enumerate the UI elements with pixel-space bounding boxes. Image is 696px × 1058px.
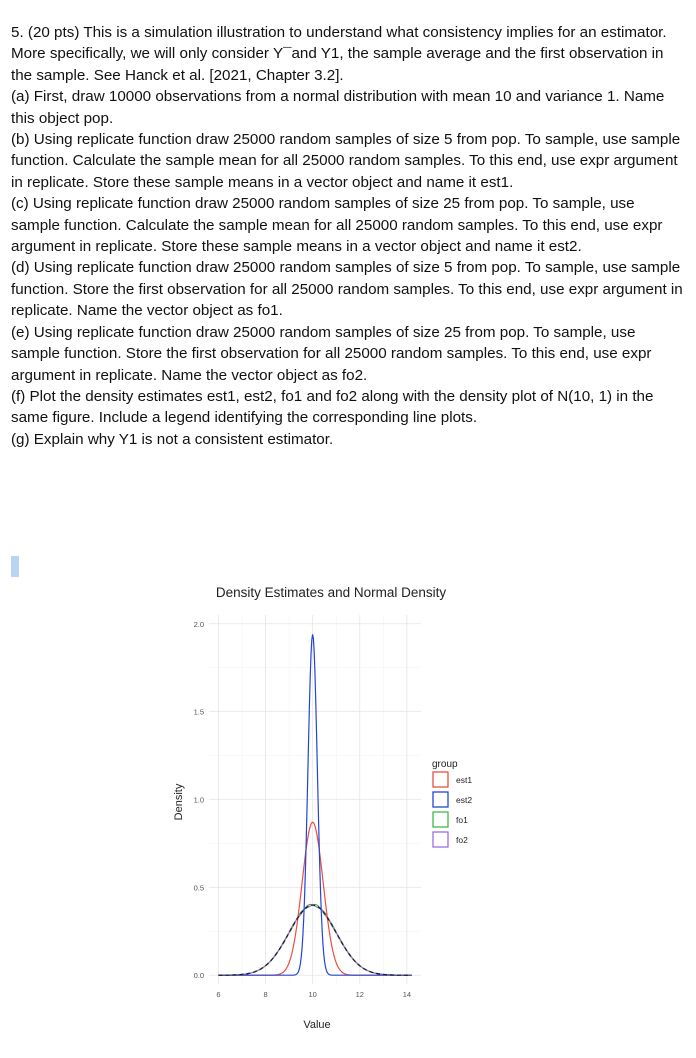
x-tick-label: 12 bbox=[355, 990, 364, 999]
legend-key-fo2 bbox=[433, 832, 448, 847]
text-cursor bbox=[11, 556, 19, 577]
y-tick-label: 0.5 bbox=[193, 883, 204, 893]
part-a: (a) First, draw 10000 observations from a normal distribution with mean 10 and variance 1. Name this object pop. bbox=[11, 88, 665, 127]
x-tick-label: 14 bbox=[402, 990, 412, 999]
part-f: (f) Plot the density estimates est1, est2, fo1 and fo2 along with the density plot of N(10, 1) in the same figure. Include a legend identifying the corresponding line plots. bbox=[11, 387, 654, 427]
question-header: 5. (20 pts) This is a simulation illustration to understand what consistency implies for an estimator. More specifically, we will only consider Y¯and Y1, the sample average and the first observation in the sample. See Hanck et al. [2021, Chapter 3.2]. bbox=[11, 24, 667, 84]
question-text bbox=[11, 22, 687, 450]
y-tick-label: 1.0 bbox=[193, 795, 204, 805]
density-figure bbox=[169, 570, 689, 1032]
y-tick-label: 1.5 bbox=[193, 707, 204, 717]
legend-label-fo1: fo1 bbox=[456, 815, 468, 825]
y-tick-label: 2.0 bbox=[193, 619, 204, 629]
x-axis-label: Value bbox=[303, 1019, 331, 1031]
legend-label-fo2: fo2 bbox=[456, 835, 468, 845]
part-g: (g) Explain why Y1 is not a consistent estimator. bbox=[11, 430, 334, 448]
legend-label-est2: est2 bbox=[456, 795, 473, 805]
legend-key-fo1 bbox=[433, 812, 448, 827]
legend-key-est2 bbox=[433, 792, 448, 807]
legend-title: group bbox=[432, 759, 458, 770]
x-tick-label: 10 bbox=[308, 990, 317, 999]
chart-background bbox=[169, 570, 689, 1032]
part-c: (c) Using replicate function draw 25000 random samples of size 25 from pop. To sample, use sample function. Calculate the sample mean for all 25000 random samples. To this end, use expr argument in replicate. Store these sample means in a vector object and name it est2. bbox=[11, 195, 663, 256]
part-b: (b) Using replicate function draw 25000 random samples of size 5 from pop. To sample, use sample function. Calculate the sample mean for all 25000 random samples. To this end, use expr argument in replicate. Store these sample means in a vector object and name it est1. bbox=[11, 131, 681, 191]
y-axis-label: Density bbox=[173, 783, 185, 821]
chart-title: Density Estimates and Normal Density bbox=[215, 585, 447, 600]
legend-key-est1 bbox=[433, 772, 448, 787]
legend-label-est1: est1 bbox=[456, 775, 473, 785]
part-d: (d) Using replicate function draw 25000 random samples of size 5 from pop. To sample, use sample function. Store the first observation for all 25000 random samples. To this end, use expr argument in replicate. Name the vector object as fo1. bbox=[11, 259, 683, 320]
y-tick-label: 0.0 bbox=[193, 971, 204, 981]
density-chart bbox=[169, 570, 689, 1032]
part-e: (e) Using replicate function draw 25000 random samples of size 25 from pop. To sample, use sample function. Store the first observation for all 25000 random samples. To this end, use expr argument in replicate. Name the vector object as fo2. bbox=[11, 323, 652, 384]
x-tick-label: 8 bbox=[263, 990, 268, 999]
x-tick-label: 6 bbox=[216, 990, 221, 999]
